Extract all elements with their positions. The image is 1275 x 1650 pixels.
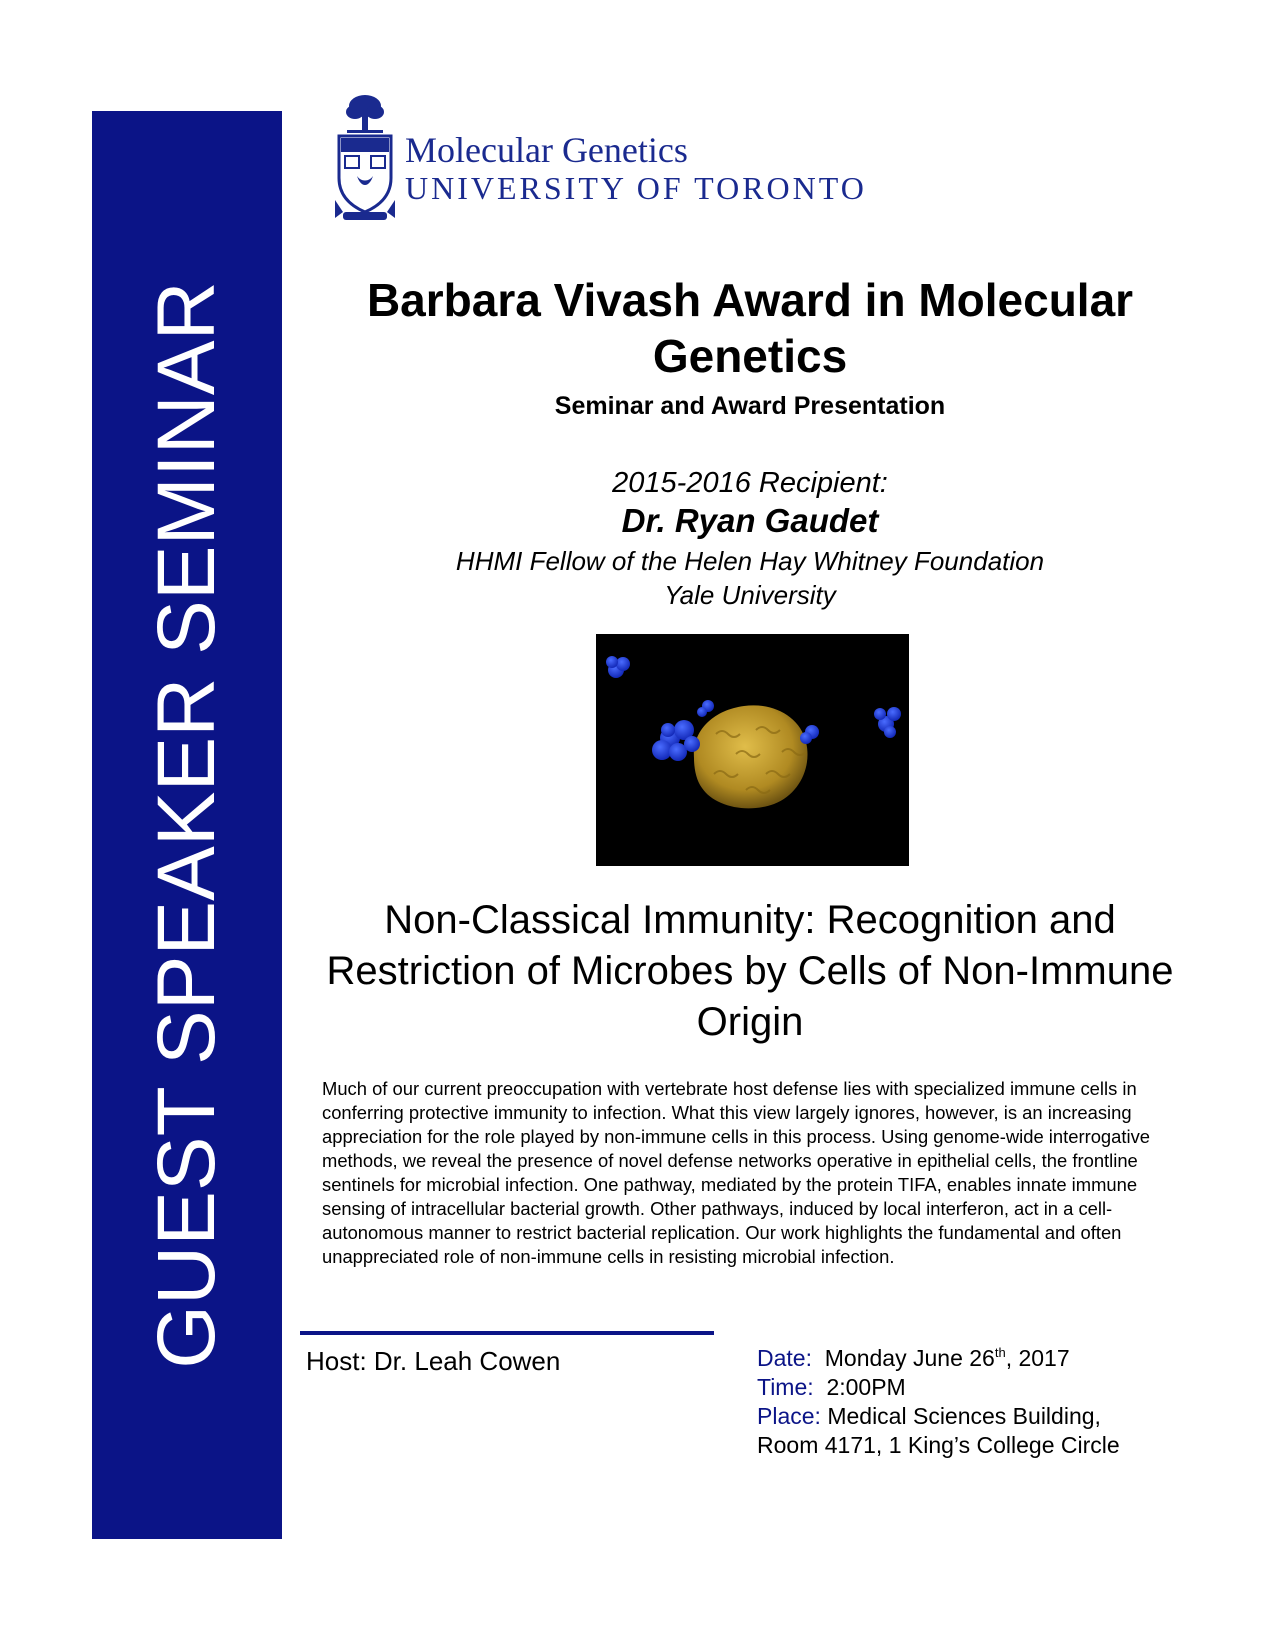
talk-abstract: Much of our current preoccupation with vertebrate host defense lies with specialized immune cells in conferring protective immunity to infection. What this view largely ignores, however, is an increasing appreciation for the role played by non-immune cells in this process. Using genome-wide interrogative methods, we reveal the presence of novel defense networks operative in epithelial cells, the frontline sentinels for microbial infection. One pathway, mediated by the protein TIFA, enables innate immune sensing of intracellular bacterial growth. Other pathways, induced by local interferon, act in a cell-autonomous manner to restrict bacterial replication. Our work highlights the fundamental and often unappreciated role of non-immune cells in resisting microbial infection.: [322, 1078, 1151, 1267]
place-line2: Room 4171, 1 King’s College Circle: [757, 1432, 1120, 1458]
award-title: Barbara Vivash Award in Molecular Genetics: [366, 274, 1134, 382]
date-year: , 2017: [1005, 1345, 1070, 1371]
microscopy-image: [596, 634, 909, 866]
recipient-affiliation-line1: HHMI Fellow of the Helen Hay Whitney Foundation: [455, 546, 1045, 576]
date-row: [757, 1344, 1120, 1373]
recipient-name: Dr. Ryan Gaudet: [621, 502, 879, 539]
date-label: Date:: [757, 1345, 812, 1371]
place-label: Place:: [757, 1403, 821, 1429]
event-details: [757, 1344, 1120, 1460]
time-row: [757, 1373, 1120, 1402]
host-line: Host: Dr. Leah Cowen: [306, 1346, 561, 1376]
time-value: 2:00PM: [826, 1374, 906, 1400]
recipient-affiliation-line2: Yale University: [664, 580, 836, 610]
award-subtitle: Seminar and Award Presentation: [554, 392, 946, 420]
recipient-affiliation: [300, 544, 1200, 612]
host-divider: [300, 1331, 714, 1335]
date-suffix: th: [994, 1345, 1006, 1360]
side-banner: [92, 111, 282, 1539]
talk-title: Non-Classical Immunity: Recognition and Restriction of Microbes by Cells of Non-Immune Origin: [326, 898, 1174, 1044]
university-logo: [333, 92, 933, 227]
place-line1: Medical Sciences Building,: [827, 1403, 1101, 1429]
university-crest-icon: [333, 92, 397, 224]
time-label: Time:: [757, 1374, 814, 1400]
recipient-label: 2015-2016 Recipient:: [612, 467, 888, 499]
microscopy-image-graphic: [596, 634, 909, 866]
side-banner-text: GUEST SPEAKER SEMINAR: [141, 281, 232, 1369]
date-day: Monday June 26: [824, 1345, 995, 1371]
department-name: Molecular Genetics: [405, 130, 688, 170]
place-row: [757, 1402, 1120, 1431]
university-name: UNIVERSITY OF TORONTO: [405, 170, 867, 206]
